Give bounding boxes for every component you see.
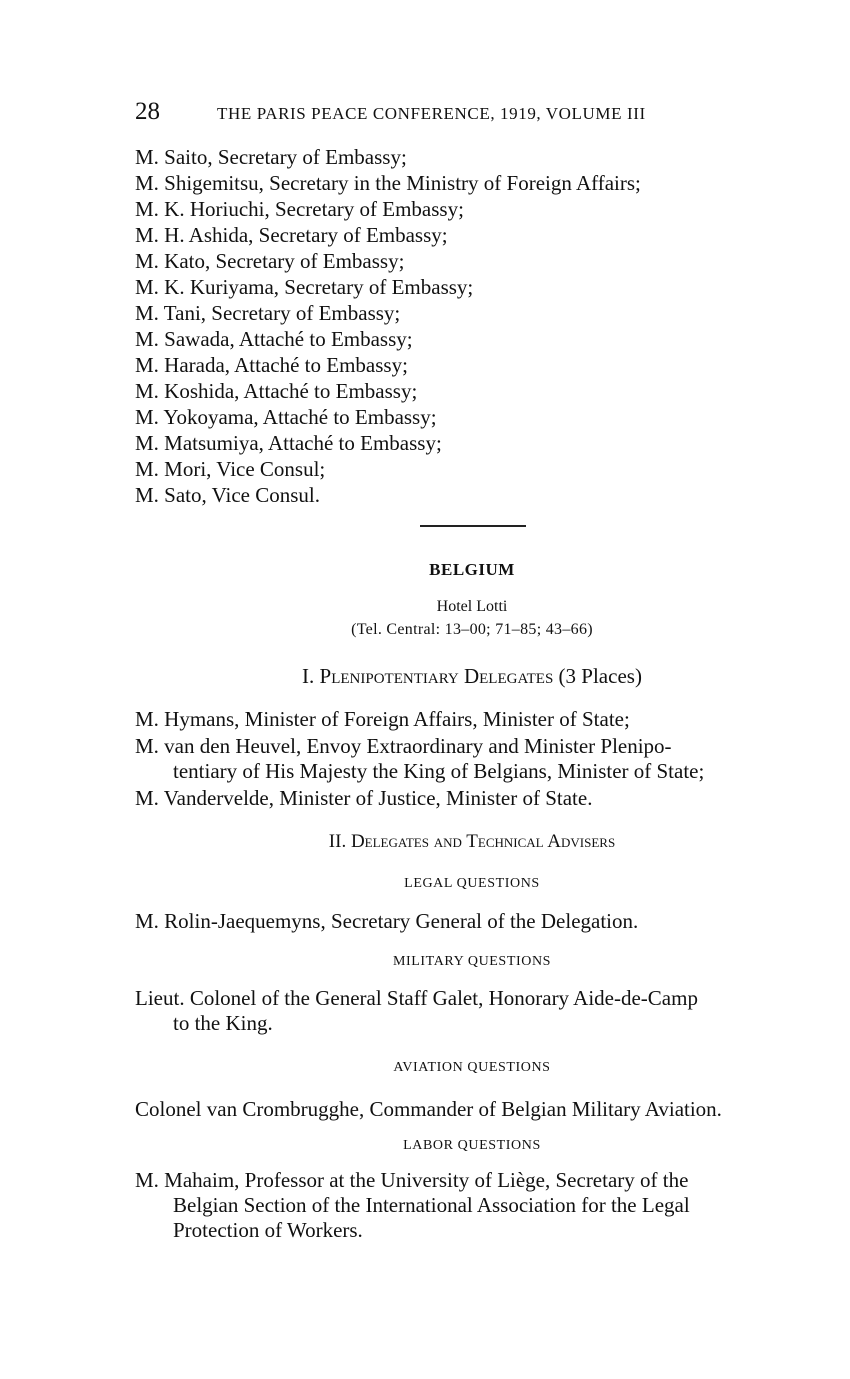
- list-item: M. K. Horiuchi, Secretary of Embassy;: [135, 197, 464, 221]
- section-heading-plenipotentiary: [47, 664, 850, 689]
- list-item: M. Shigemitsu, Secretary in the Ministry of Foreign Affairs;: [135, 171, 641, 195]
- section-numeral: II.: [328, 831, 347, 852]
- delegate-entry: M. Vandervelde, Minister of Justice, Minister of State.: [135, 786, 593, 810]
- list-item: M. Mori, Vice Consul;: [135, 457, 326, 481]
- list-item: M. H. Ashida, Secretary of Embassy;: [135, 223, 448, 247]
- entry-line: Belgian Section of the International Association for the Legal: [173, 1193, 690, 1217]
- list-item: M. Saito, Secretary of Embassy;: [135, 145, 407, 169]
- entry-line: Protection of Workers.: [173, 1218, 363, 1242]
- adviser-entry: [135, 986, 811, 1036]
- japan-delegation-list: [135, 144, 835, 508]
- entry-line: tentiary of His Majesty the King of Belgians, Minister of State;: [173, 759, 705, 783]
- section-title: Delegates and Technical Advisers: [350, 831, 616, 852]
- list-item: M. Sato, Vice Consul.: [135, 483, 321, 507]
- section-numeral: I.: [302, 664, 315, 688]
- running-title: THE PARIS PEACE CONFERENCE, 1919, VOLUME III: [217, 104, 646, 123]
- section-title: Plenipotentiary Delegates: [319, 664, 554, 688]
- list-item: M. Kato, Secretary of Embassy;: [135, 249, 405, 273]
- list-item: M. K. Kuriyama, Secretary of Embassy;: [135, 275, 474, 299]
- running-head: [135, 98, 735, 126]
- list-item: M. Matsumiya, Attaché to Embassy;: [135, 431, 442, 455]
- subheading-labor: LABOR QUESTIONS: [403, 1138, 541, 1153]
- delegate-entry: [135, 734, 811, 784]
- list-item: M. Yokoyama, Attaché to Embassy;: [135, 405, 437, 429]
- list-item: M. Harada, Attaché to Embassy;: [135, 353, 408, 377]
- entry-line: M. Mahaim, Professor at the University of Liège, Secretary of the: [135, 1168, 689, 1192]
- section-heading-advisers: [47, 831, 850, 853]
- section-places: (3 Places): [558, 664, 642, 688]
- adviser-entry: Colonel van Crombrugghe, Commander of Belgian Military Aviation.: [135, 1097, 722, 1121]
- page-number: 28: [135, 98, 160, 125]
- country-heading: BELGIUM: [429, 560, 515, 579]
- subheading-military: MILITARY QUESTIONS: [392, 954, 552, 969]
- list-item: M. Koshida, Attaché to Embassy;: [135, 379, 418, 403]
- telephone-numbers: (Tel. Central: 13–00; 71–85; 43–66): [351, 621, 593, 638]
- hotel-name: Hotel Lotti: [436, 598, 508, 615]
- subheading-aviation: AVIATION QUESTIONS: [393, 1060, 551, 1075]
- entry-line: M. van den Heuvel, Envoy Extraordinary and Minister Plenipo-: [135, 734, 672, 758]
- entry-line: Lieut. Colonel of the General Staff Galet, Honorary Aide-de-Camp: [135, 986, 698, 1010]
- adviser-entry: M. Rolin-Jaequemyns, Secretary General of the Delegation.: [135, 909, 639, 933]
- section-divider: [420, 525, 526, 527]
- list-item: M. Tani, Secretary of Embassy;: [135, 301, 401, 325]
- adviser-entry: [135, 1168, 811, 1243]
- subheading-legal: LEGAL QUESTIONS: [404, 876, 540, 891]
- delegate-entry: M. Hymans, Minister of Foreign Affairs, Minister of State;: [135, 707, 630, 731]
- list-item: M. Sawada, Attaché to Embassy;: [135, 327, 413, 351]
- entry-line: to the King.: [173, 1011, 273, 1035]
